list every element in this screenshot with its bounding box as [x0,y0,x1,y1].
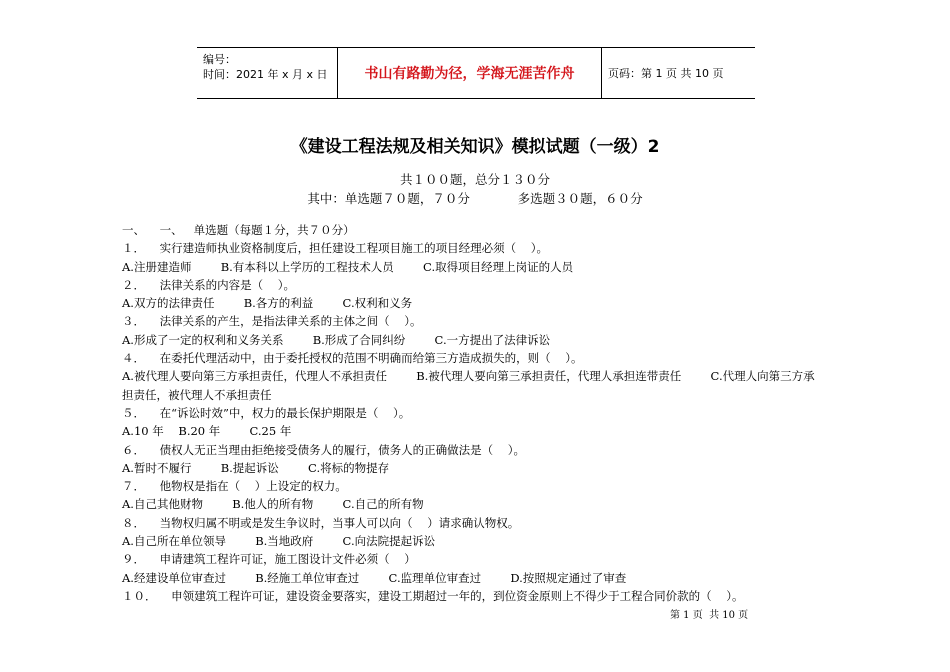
question-text: ７． 他物权是指在（ ）上设定的权力。 [122,479,347,494]
section-heading: 一、 一、 单选题（每题１分，共７０分） [122,223,355,237]
question-list [122,221,838,605]
answer-options: A.10 年 B.20 年 C.25 年 [122,424,292,439]
header-table [197,47,755,99]
question-text: ６． 债权人无正当理由拒绝接受债务人的履行，债务人的正确做法是（ ）。 [122,442,525,457]
document-title: 《建设工程法规及相关知识》模拟试题（一级）2 [290,137,660,157]
answer-options-continued: 担责任，被代理人不承担责任 [122,387,272,402]
question-text: ５． 在“诉讼时效”中，权力的最长保护期限是（ ）。 [122,405,411,420]
question-text: ３． 法律关系的产生，是指法律关系的主体之间（ ）。 [122,314,422,329]
date-label: 时间：2021 年 x 月 x 日 [203,68,328,81]
answer-options: A.被代理人要向第三方承担责任，代理人不承担责任 B.被代理人要向第三承担责任，代理人承担连带责任 C.代理人向第三方承 [122,369,815,384]
answer-options: A.形成了一定的权利和义务关系 B.形成了合同纠纷 C.一方提出了法律诉讼 [122,332,551,347]
page-footer: 第 1 页 共 10 页 [670,610,749,621]
summary-total: 共１００题，总分１３０分 [399,172,550,187]
answer-options: A.暂时不履行 B.提起诉讼 C.将标的物提存 [122,460,390,475]
header-page-code: 页码：第 1 页 共 10 页 [608,67,724,80]
number-label: 编号： [203,53,236,66]
answer-options: A.自己其他财物 B.他人的所有物 C.自己的所有物 [122,497,424,512]
question-text: ４． 在委托代理活动中，由于委托授权的范围不明确而给第三方造成损失的，则（ ）。 [122,351,583,366]
answer-options: A.经建设单位审查过 B.经施工单位审查过 C.监理单位审查过 D.按照规定通过了审查 [122,570,627,585]
header-divider [601,48,602,98]
header-motto: 书山有路勤为径，学海无涯苦作舟 [364,66,575,82]
summary-breakdown: 其中：单选题７０题，７０分 多选题３０题，６０分 [307,191,643,206]
answer-options: A.自己所在单位领导 B.当地政府 C.向法院提起诉讼 [122,534,436,549]
answer-options: A.双方的法律责任 B.各方的利益 C.权利和义务 [122,296,413,311]
question-text: ９． 申请建筑工程许可证，施工图设计文件必须（ ） [122,552,416,567]
answer-options: A.注册建造师 B.有本科以上学历的工程技术人员 C.取得项目经理上岗证的人员 [122,259,574,274]
question-text: ８． 当物权归属不明或是发生争议时，当事人可以向（ ）请求确认物权。 [122,515,520,530]
question-text: １． 实行建造师执业资格制度后，担任建设工程项目施工的项目经理必须（ ）。 [122,241,548,256]
question-text: ２． 法律关系的内容是（ ）。 [122,277,295,292]
header-meta [203,52,335,82]
question-text: １０． 申领建筑工程许可证，建设资金要落实，建设工期超过一年的，到位资金原则上不得少于工程合同价款的（ ）。 [122,588,744,603]
